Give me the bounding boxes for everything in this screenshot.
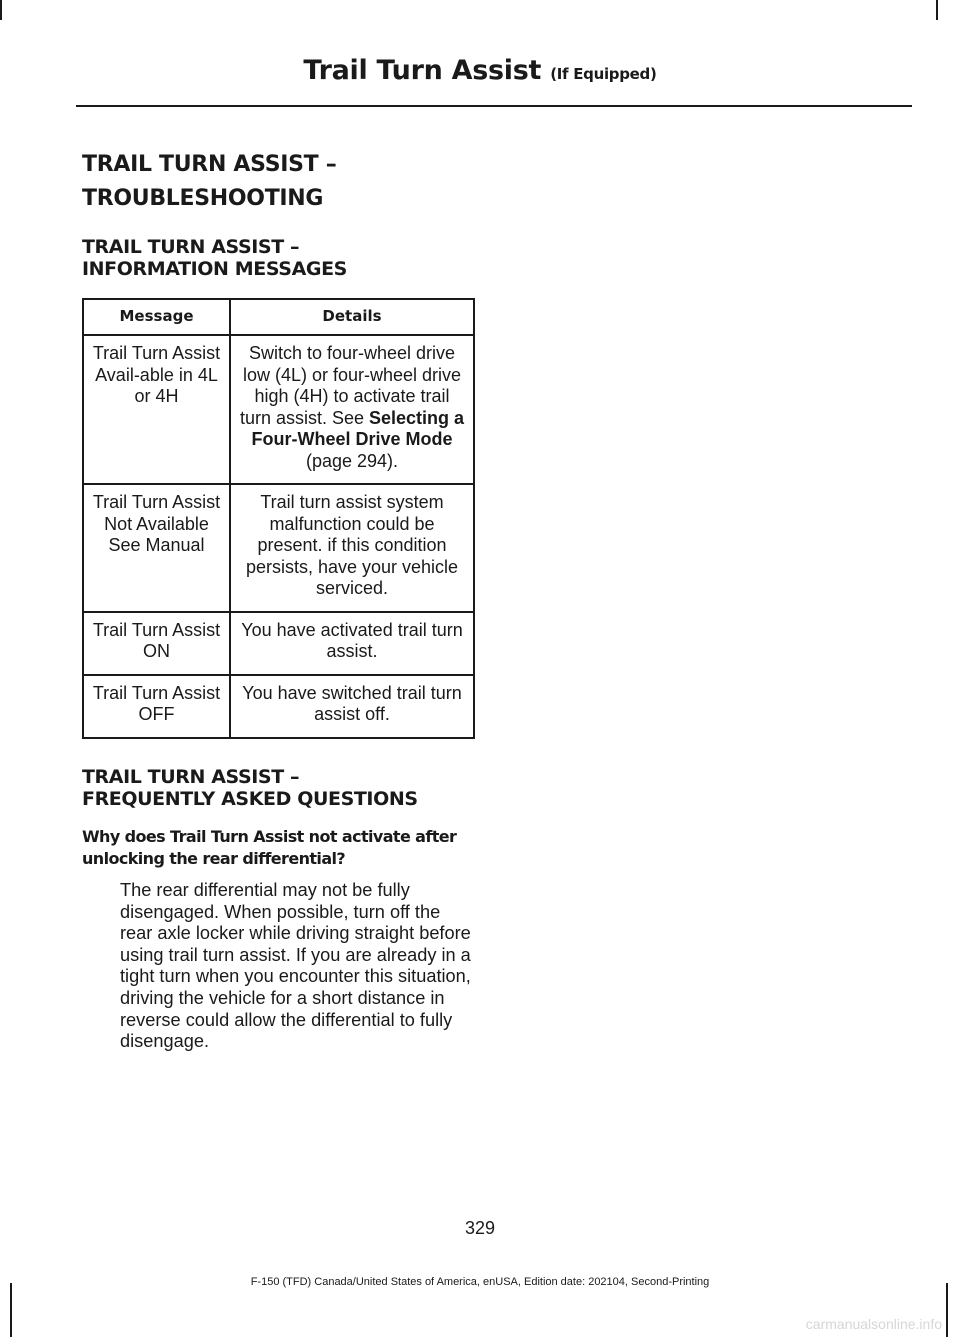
details-text: Switch to four-wheel drive low (4L) or four-wheel drive high (4H) to activate trail turn assist. See [239,343,462,428]
page-header-title [0,55,960,86]
section-title [82,148,482,216]
details-cell: You have activated trail turn assist. [230,612,474,675]
section-title-line2: TROUBLESHOOTING [82,186,324,211]
faq-heading-line2: FREQUENTLY ASKED QUESTIONS [82,788,418,810]
message-cell: Trail Turn Assist Not Available See Manual [83,484,230,612]
faq-question: Why does Trail Turn Assist not activate after unlocking the rear differential? [82,827,457,868]
header-divider [76,105,912,107]
details-page-ref: (page 294). [305,450,399,471]
cross-reference-link[interactable]: Selecting a Four-Wheel Drive Mode [251,407,465,449]
table-row [83,335,474,484]
section-title-line1: TRAIL TURN ASSIST – [82,152,337,177]
table-row [83,612,474,675]
column-header-message: Message [83,299,230,335]
details-cell: Trail turn assist system malfunction could be present. if this condition persists, have your vehicle serviced. [230,484,474,612]
message-cell: Trail Turn Assist OFF [83,675,230,738]
message-cell: Trail Turn Assist Avail-able in 4L or 4H [83,335,230,484]
crop-mark-bottom-right [946,1283,948,1337]
faq-answer: The rear differential may not be fully disengaged. When possible, turn off the rear axle locker while driving straight before using trail turn assist. If you are already in a tight turn when you encounter this situation, driving the vehicle for a short distance in reverse could allow the differential to fully disengage. [120,880,471,1052]
table-row [83,484,474,612]
information-messages-table [82,298,475,739]
edition-footer: F-150 (TFD) Canada/United States of America, enUSA, Edition date: 202104, Second-Printing [250,1276,710,1288]
info-heading-line2: INFORMATION MESSAGES [82,258,347,280]
crop-mark-top-right [936,0,938,20]
crop-mark-top-left [0,0,2,20]
details-cell [230,335,474,484]
details-cell: You have switched trail turn assist off. [230,675,474,738]
info-messages-heading [82,236,482,280]
watermark: carmanualsonline.info [805,1316,942,1332]
crop-mark-bottom-left [10,1283,12,1337]
header-title-text: Trail Turn Assist [303,55,542,86]
header-subtitle: (If Equipped) [550,65,657,83]
table-row [83,675,474,738]
page-number: 329 [464,1218,496,1238]
table-header-row [83,299,474,335]
column-header-details: Details [230,299,474,335]
faq-heading-line1: TRAIL TURN ASSIST – [82,766,300,788]
message-cell: Trail Turn Assist ON [83,612,230,675]
info-heading-line1: TRAIL TURN ASSIST – [82,236,300,258]
faq-heading [82,766,482,810]
